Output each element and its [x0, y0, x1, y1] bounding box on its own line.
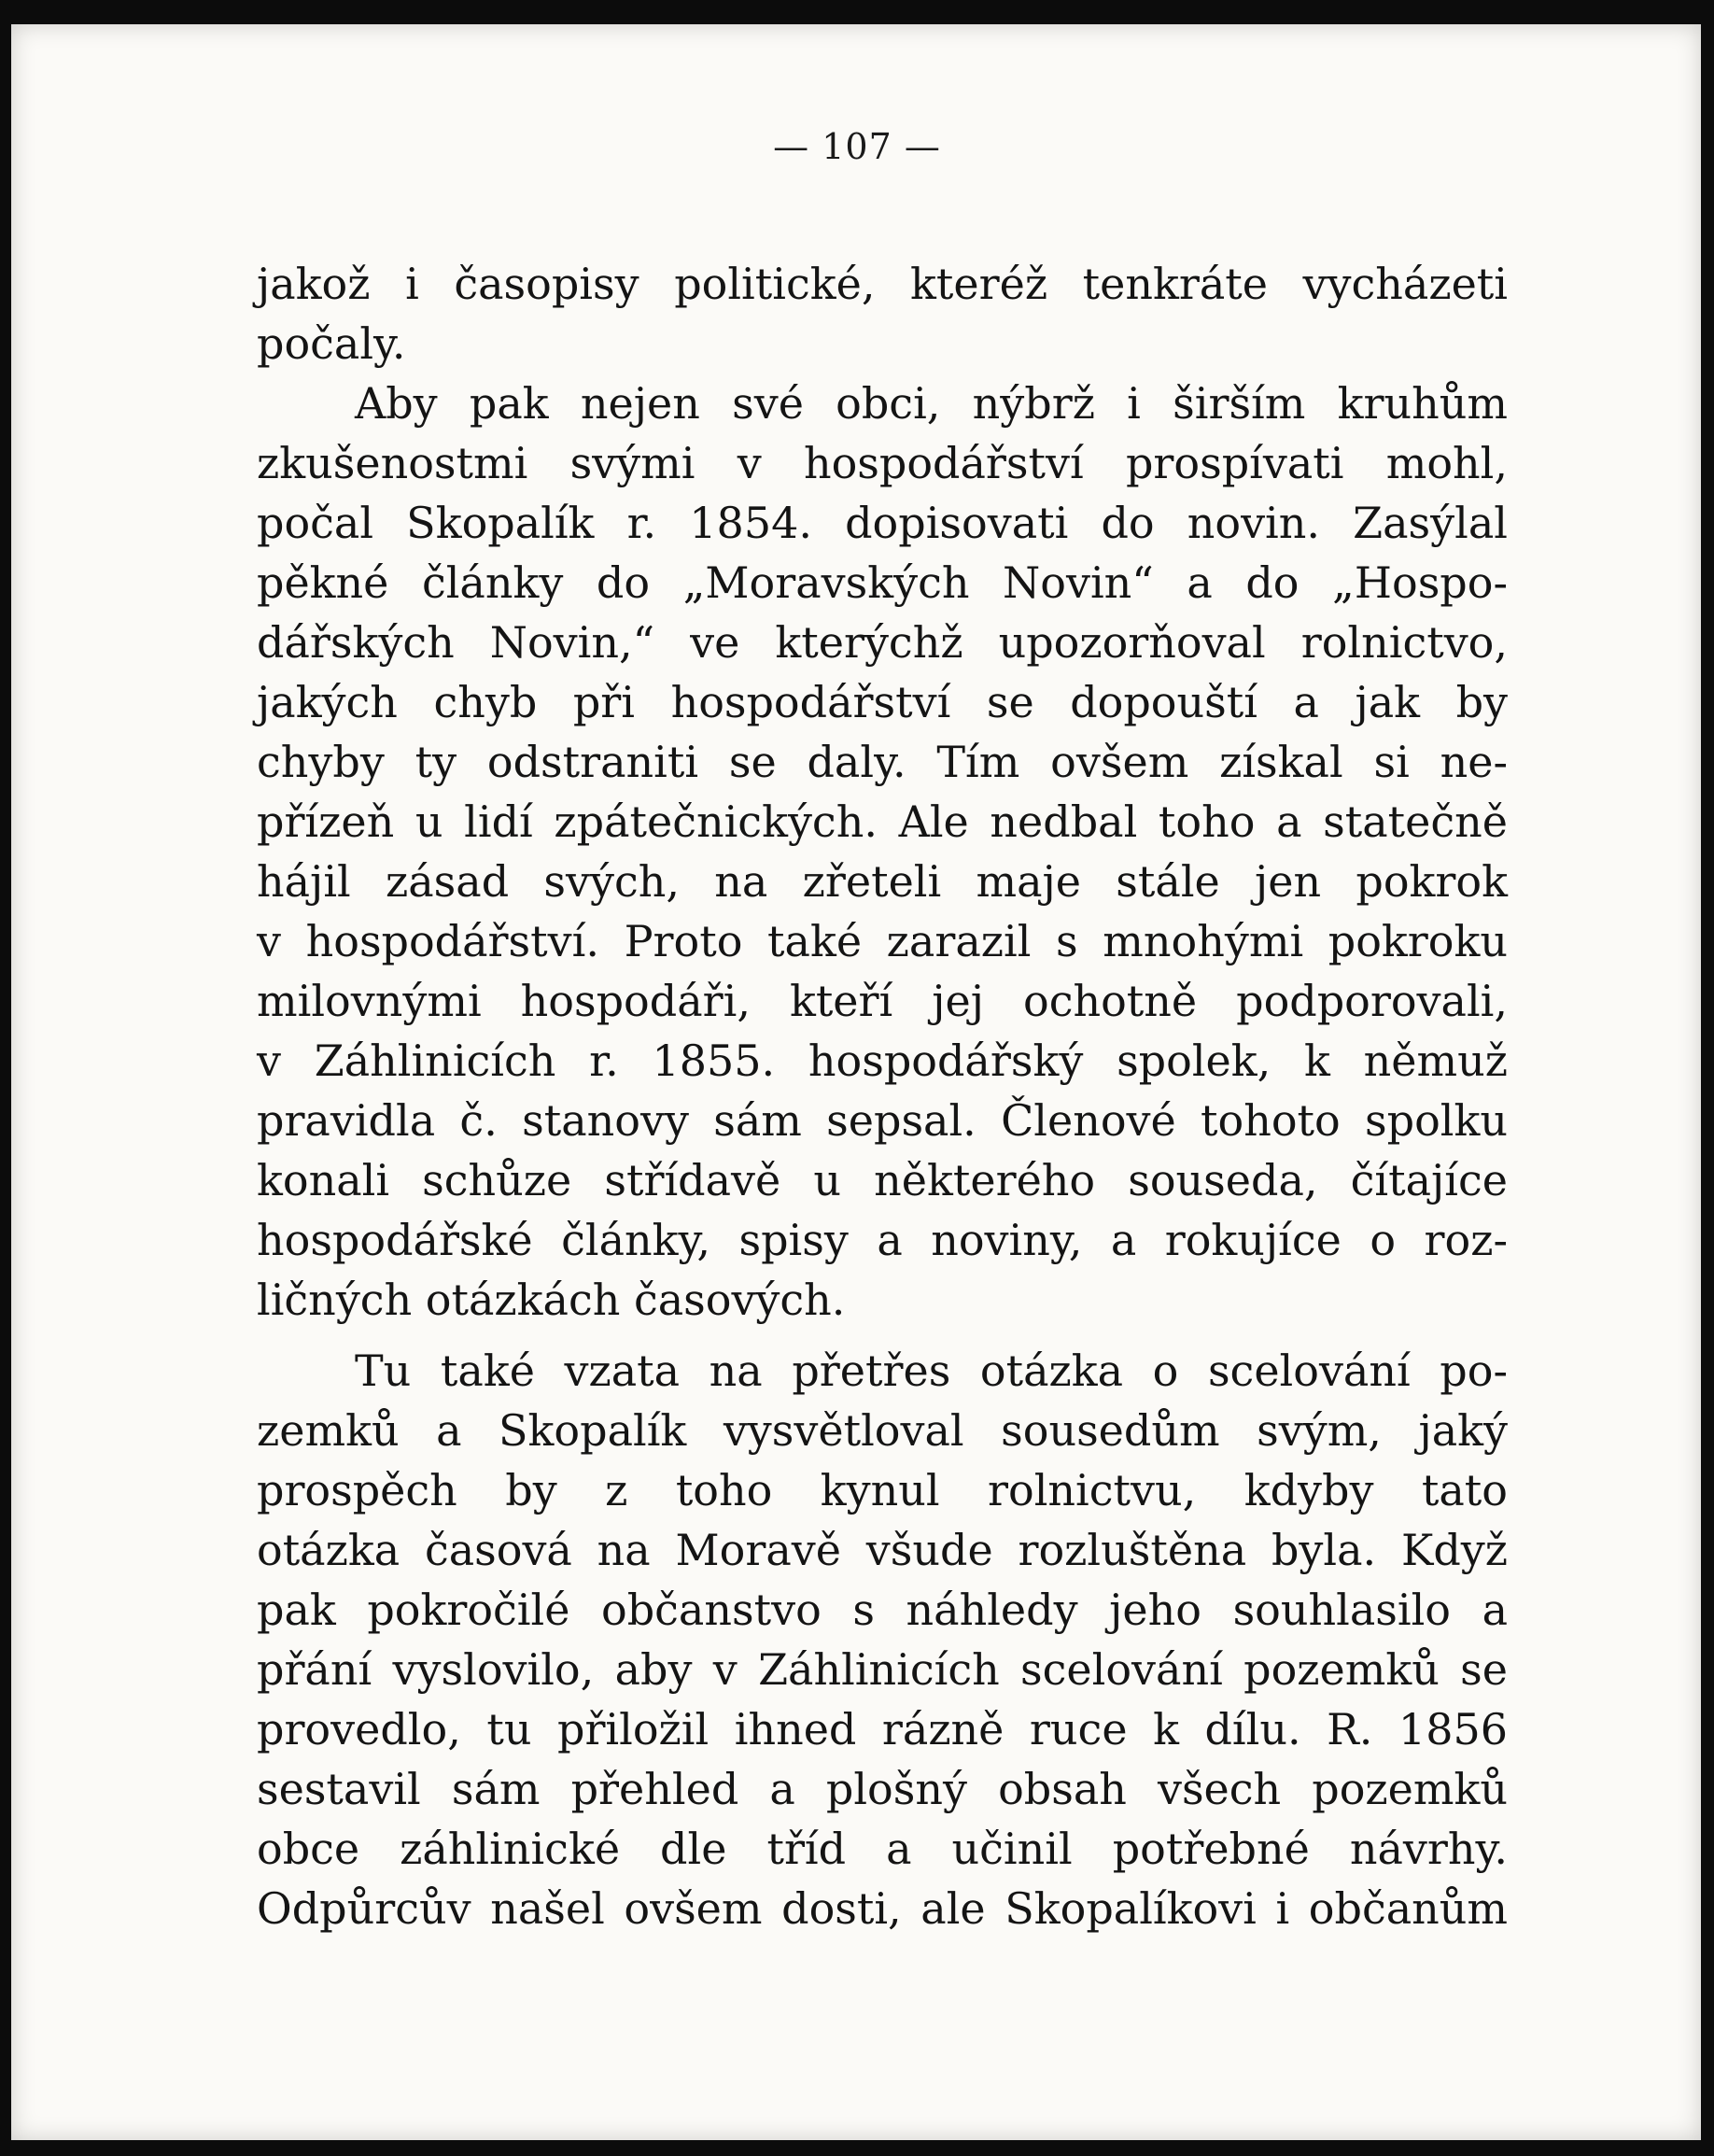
- text-line: přání vyslovilo, aby v Záhlinicích scelování pozemků se: [257, 1644, 1508, 1695]
- text-line: Tu také vzata na přetřes otázka o scelování po-: [355, 1346, 1508, 1396]
- text-line: Odpůrcův našel ovšem dosti, ale Skopalíkovi i občanům: [257, 1883, 1508, 1934]
- text-line: v hospodářství. Proto také zarazil s mnohými pokroku: [257, 916, 1508, 966]
- text-line: jakých chyb při hospodářství se dopouští a jak by: [257, 677, 1508, 727]
- text-line: pak pokročilé občanstvo s náhledy jeho souhlasilo a: [257, 1585, 1508, 1635]
- text-line: hospodářské články, spisy a noviny, a rokujíce o roz-: [257, 1215, 1508, 1265]
- text-line: sestavil sám přehled a plošný obsah všech pozemků: [257, 1764, 1508, 1814]
- text-line: otázka časová na Moravě všude rozluštěna byla. Když: [257, 1525, 1508, 1575]
- text-line: milovnými hospodáři, kteří jej ochotně podporovali,: [257, 976, 1508, 1026]
- text-line: přízeň u lidí zpátečnických. Ale nedbal toho a statečně: [257, 796, 1508, 847]
- text-line: hájil zásad svých, na zřeteli maje stále jen pokrok: [257, 856, 1508, 907]
- text-line: Aby pak nejen své obci, nýbrž i širším kruhům: [355, 378, 1508, 429]
- text-line: zkušenostmi svými v hospodářství prospívati mohl,: [257, 438, 1508, 488]
- text-line: jakož i časopisy politické, kteréž tenkráte vycházeti: [257, 259, 1508, 309]
- text-line: v Záhlinicích r. 1855. hospodářský spolek, k němuž: [257, 1036, 1508, 1086]
- text-line: zemků a Skopalík vysvětloval sousedům svým, jaký: [257, 1405, 1508, 1456]
- text-line: dářských Novin,“ ve kterýchž upozorňoval rolnictvo,: [257, 617, 1508, 668]
- text-line: provedlo, tu přiložil ihned rázně ruce k dílu. R. 1856: [257, 1704, 1508, 1754]
- text-line: konali schůze střídavě u některého souseda, čítajíce: [257, 1155, 1508, 1205]
- page-number: — 107 —: [773, 126, 941, 167]
- text-line: počaly.: [257, 318, 406, 369]
- text-line: ličných otázkách časových.: [257, 1275, 846, 1325]
- text-line: obce záhlinické dle tříd a učinil potřebné návrhy.: [257, 1824, 1508, 1874]
- text-line: chyby ty odstraniti se daly. Tím ovšem získal si ne-: [257, 737, 1508, 787]
- text-line: pravidla č. stanovy sám sepsal. Členové tohoto spolku: [257, 1095, 1508, 1146]
- text-line: pěkné články do „Moravských Novin“ a do „Hospo-: [257, 557, 1508, 608]
- text-line: prospěch by z toho kynul rolnictvu, kdyby tato: [257, 1465, 1508, 1515]
- text-line: počal Skopalík r. 1854. dopisovati do novin. Zasýlal: [257, 498, 1508, 548]
